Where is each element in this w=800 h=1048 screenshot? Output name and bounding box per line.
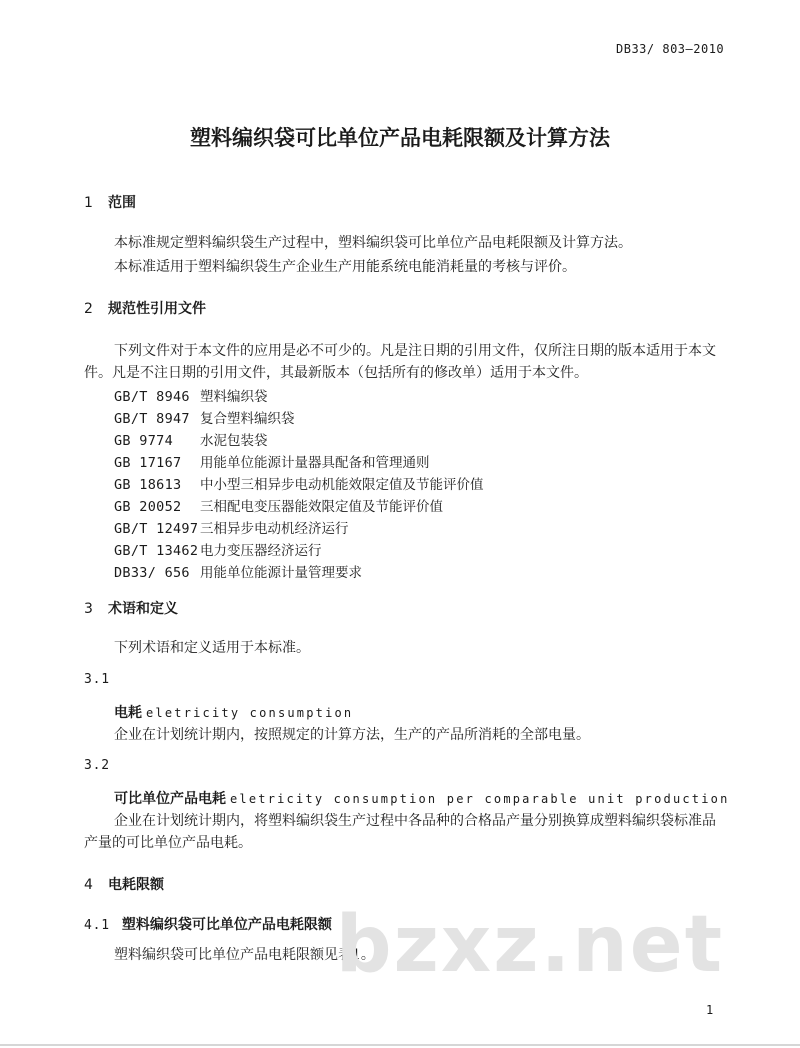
reference-title: 中小型三相异步电动机能效限定值及节能评价值 — [200, 477, 484, 493]
reference-title: 水泥包装袋 — [200, 433, 268, 449]
term-3-2-chinese: 可比单位产品电耗 — [114, 791, 226, 807]
reference-code: GB 9774 — [114, 433, 173, 449]
reference-code: GB/T 8947 — [114, 411, 190, 427]
term-3-2 — [114, 788, 730, 808]
section-2-title: 规范性引用文件 — [108, 301, 206, 317]
document-title: 塑料编织袋可比单位产品电耗限额及计算方法 — [190, 126, 610, 150]
reference-row — [114, 539, 322, 559]
clause-3-1-number: 3.1 — [84, 672, 110, 687]
reference-row — [114, 517, 349, 537]
reference-title: 电力变压器经济运行 — [200, 543, 322, 559]
section-1-number: 1 — [84, 195, 93, 211]
section-2-heading — [84, 298, 206, 318]
watermark: bzxz.net — [335, 900, 724, 990]
reference-title: 复合塑料编织袋 — [200, 411, 295, 427]
term-3-1-chinese: 电耗 — [114, 705, 142, 721]
reference-row — [114, 473, 484, 493]
reference-row — [114, 495, 443, 515]
section-4-number: 4 — [84, 877, 93, 893]
reference-code: DB33/ 656 — [114, 565, 190, 581]
reference-title: 三相异步电动机经济运行 — [200, 521, 349, 537]
clause-4-1-text: 塑料编织袋可比单位产品电耗限额见表1。 — [114, 947, 375, 963]
term-3-1-definition: 企业在计划统计期内，按照规定的计算方法，生产的产品所消耗的全部电量。 — [114, 727, 590, 743]
section-4-title: 电耗限额 — [108, 877, 164, 893]
reference-row — [114, 561, 362, 581]
term-3-2-definition-line-2: 产量的可比单位产品电耗。 — [84, 835, 252, 851]
section-2-number: 2 — [84, 301, 93, 317]
section-3-number: 3 — [84, 601, 93, 617]
reference-row — [114, 429, 268, 449]
section-1-heading — [84, 192, 136, 212]
reference-code: GB/T 13462 — [114, 543, 199, 559]
reference-title: 塑料编织袋 — [200, 389, 268, 405]
clause-4-1-heading — [84, 914, 332, 934]
reference-code: GB 18613 — [114, 477, 182, 493]
section-2-intro-line-2: 件。凡是不注日期的引用文件，其最新版本（包括所有的修改单）适用于本文件。 — [84, 365, 588, 381]
reference-code: GB 17167 — [114, 455, 182, 471]
reference-title: 用能单位能源计量器具配备和管理通则 — [200, 455, 430, 471]
reference-row — [114, 385, 268, 405]
section-4-heading — [84, 874, 164, 894]
section-3-title: 术语和定义 — [108, 601, 178, 617]
section-3-heading — [84, 598, 178, 618]
clause-4-1-title: 塑料编织袋可比单位产品电耗限额 — [121, 917, 332, 933]
reference-row — [114, 451, 430, 471]
section-1-title: 范围 — [108, 195, 136, 211]
clause-4-1-number: 4.1 — [84, 918, 110, 933]
section-1-paragraph-1: 本标准规定塑料编织袋生产过程中，塑料编织袋可比单位产品电耗限额及计算方法。 — [114, 235, 632, 251]
term-3-1 — [114, 702, 353, 722]
section-1-paragraph-2: 本标准适用于塑料编织袋生产企业生产用能系统电能消耗量的考核与评价。 — [114, 259, 576, 275]
clause-3-2-number: 3.2 — [84, 758, 110, 773]
bottom-edge-rule — [0, 1044, 800, 1046]
section-2-intro-line-1: 下列文件对于本文件的应用是必不可少的。凡是注日期的引用文件，仅所注日期的版本适用于本文 — [114, 343, 716, 359]
document-code: DB33/ 803—2010 — [616, 42, 725, 56]
reference-title: 三相配电变压器能效限定值及节能评价值 — [200, 499, 443, 515]
reference-code: GB 20052 — [114, 499, 182, 515]
term-3-1-english: eletricity consumption — [146, 706, 354, 720]
reference-row — [114, 407, 295, 427]
reference-code: GB/T 12497 — [114, 521, 199, 537]
term-3-2-english: eletricity consumption per comparable unit production — [230, 792, 730, 806]
section-3-intro: 下列术语和定义适用于本标准。 — [114, 640, 310, 656]
page-number: 1 — [706, 1003, 714, 1017]
reference-code: GB/T 8946 — [114, 389, 190, 405]
term-3-2-definition-line-1: 企业在计划统计期内，将塑料编织袋生产过程中各品种的合格品产量分别换算成塑料编织袋标准品 — [114, 813, 716, 829]
reference-title: 用能单位能源计量管理要求 — [200, 565, 362, 581]
